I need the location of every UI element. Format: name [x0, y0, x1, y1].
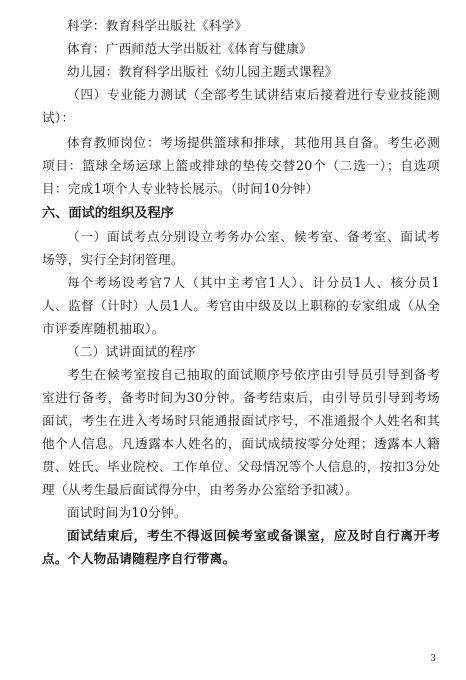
- section6-sub1-body: 每个考场设考官7人（其中主考官1人）、计分员1人、核分员1人、监督（计时）人员1人。考官由中级及以上职称的专家组成（从全市评委库随机抽取）。: [42, 275, 440, 336]
- subject-line-pe: 体育：广西师范大学出版社《体育与健康》: [67, 41, 312, 56]
- section6-heading: 六、面试的组织及程序: [42, 206, 174, 221]
- closing-paragraph: 面试结束后，考生不得返回候考室或备课室，应及时自行离开考点。个人物品请随程序自行带离。: [42, 528, 440, 566]
- interview-duration: 面试时间为10分钟。: [67, 505, 187, 520]
- section4-title: （四）专业能力测试（全部考生试讲结束后接着进行专业技能测试）：: [42, 87, 440, 125]
- section4-body: 体育教师岗位：考场提供篮球和排球，其他用具自备。考生必测项目：篮球全场运球上篮或排球的垫传交替20个（二选一）；自选项目：完成1项个人专业特长展示。（时间10分钟）: [42, 135, 440, 196]
- page-number: 3: [430, 654, 436, 664]
- subject-line-science: 科学：教育科学出版社《科学》: [67, 18, 248, 33]
- section6-sub2: （二）试讲面试的程序: [67, 344, 196, 359]
- section6-sub2-body: 考生在候考室按自己抽取的面试顺序号依序由引导员引导到备考室进行备考，备考时间为30分钟。备考结束后，由引导员引导到考场面试，考生在进入考场时只能通报面试序号，不准通报个人姓名和其他个人信息。凡透露本人姓名的，面试成绩按零分处理；透露本人籍贯、姓氏、毕业院校、工作单位、父母情况等个人信息的，按扣3分处理（从考生最后面试得分中，由考务办公室给予扣减）。: [42, 367, 440, 497]
- subject-line-kindergarten: 幼儿园：教育科学出版社《幼儿园主题式课程》: [67, 64, 338, 79]
- section6-sub1: （一）面试考点分别设立考务办公室、候考室、备考室、面试考场等，实行全封闭管理。: [42, 229, 440, 267]
